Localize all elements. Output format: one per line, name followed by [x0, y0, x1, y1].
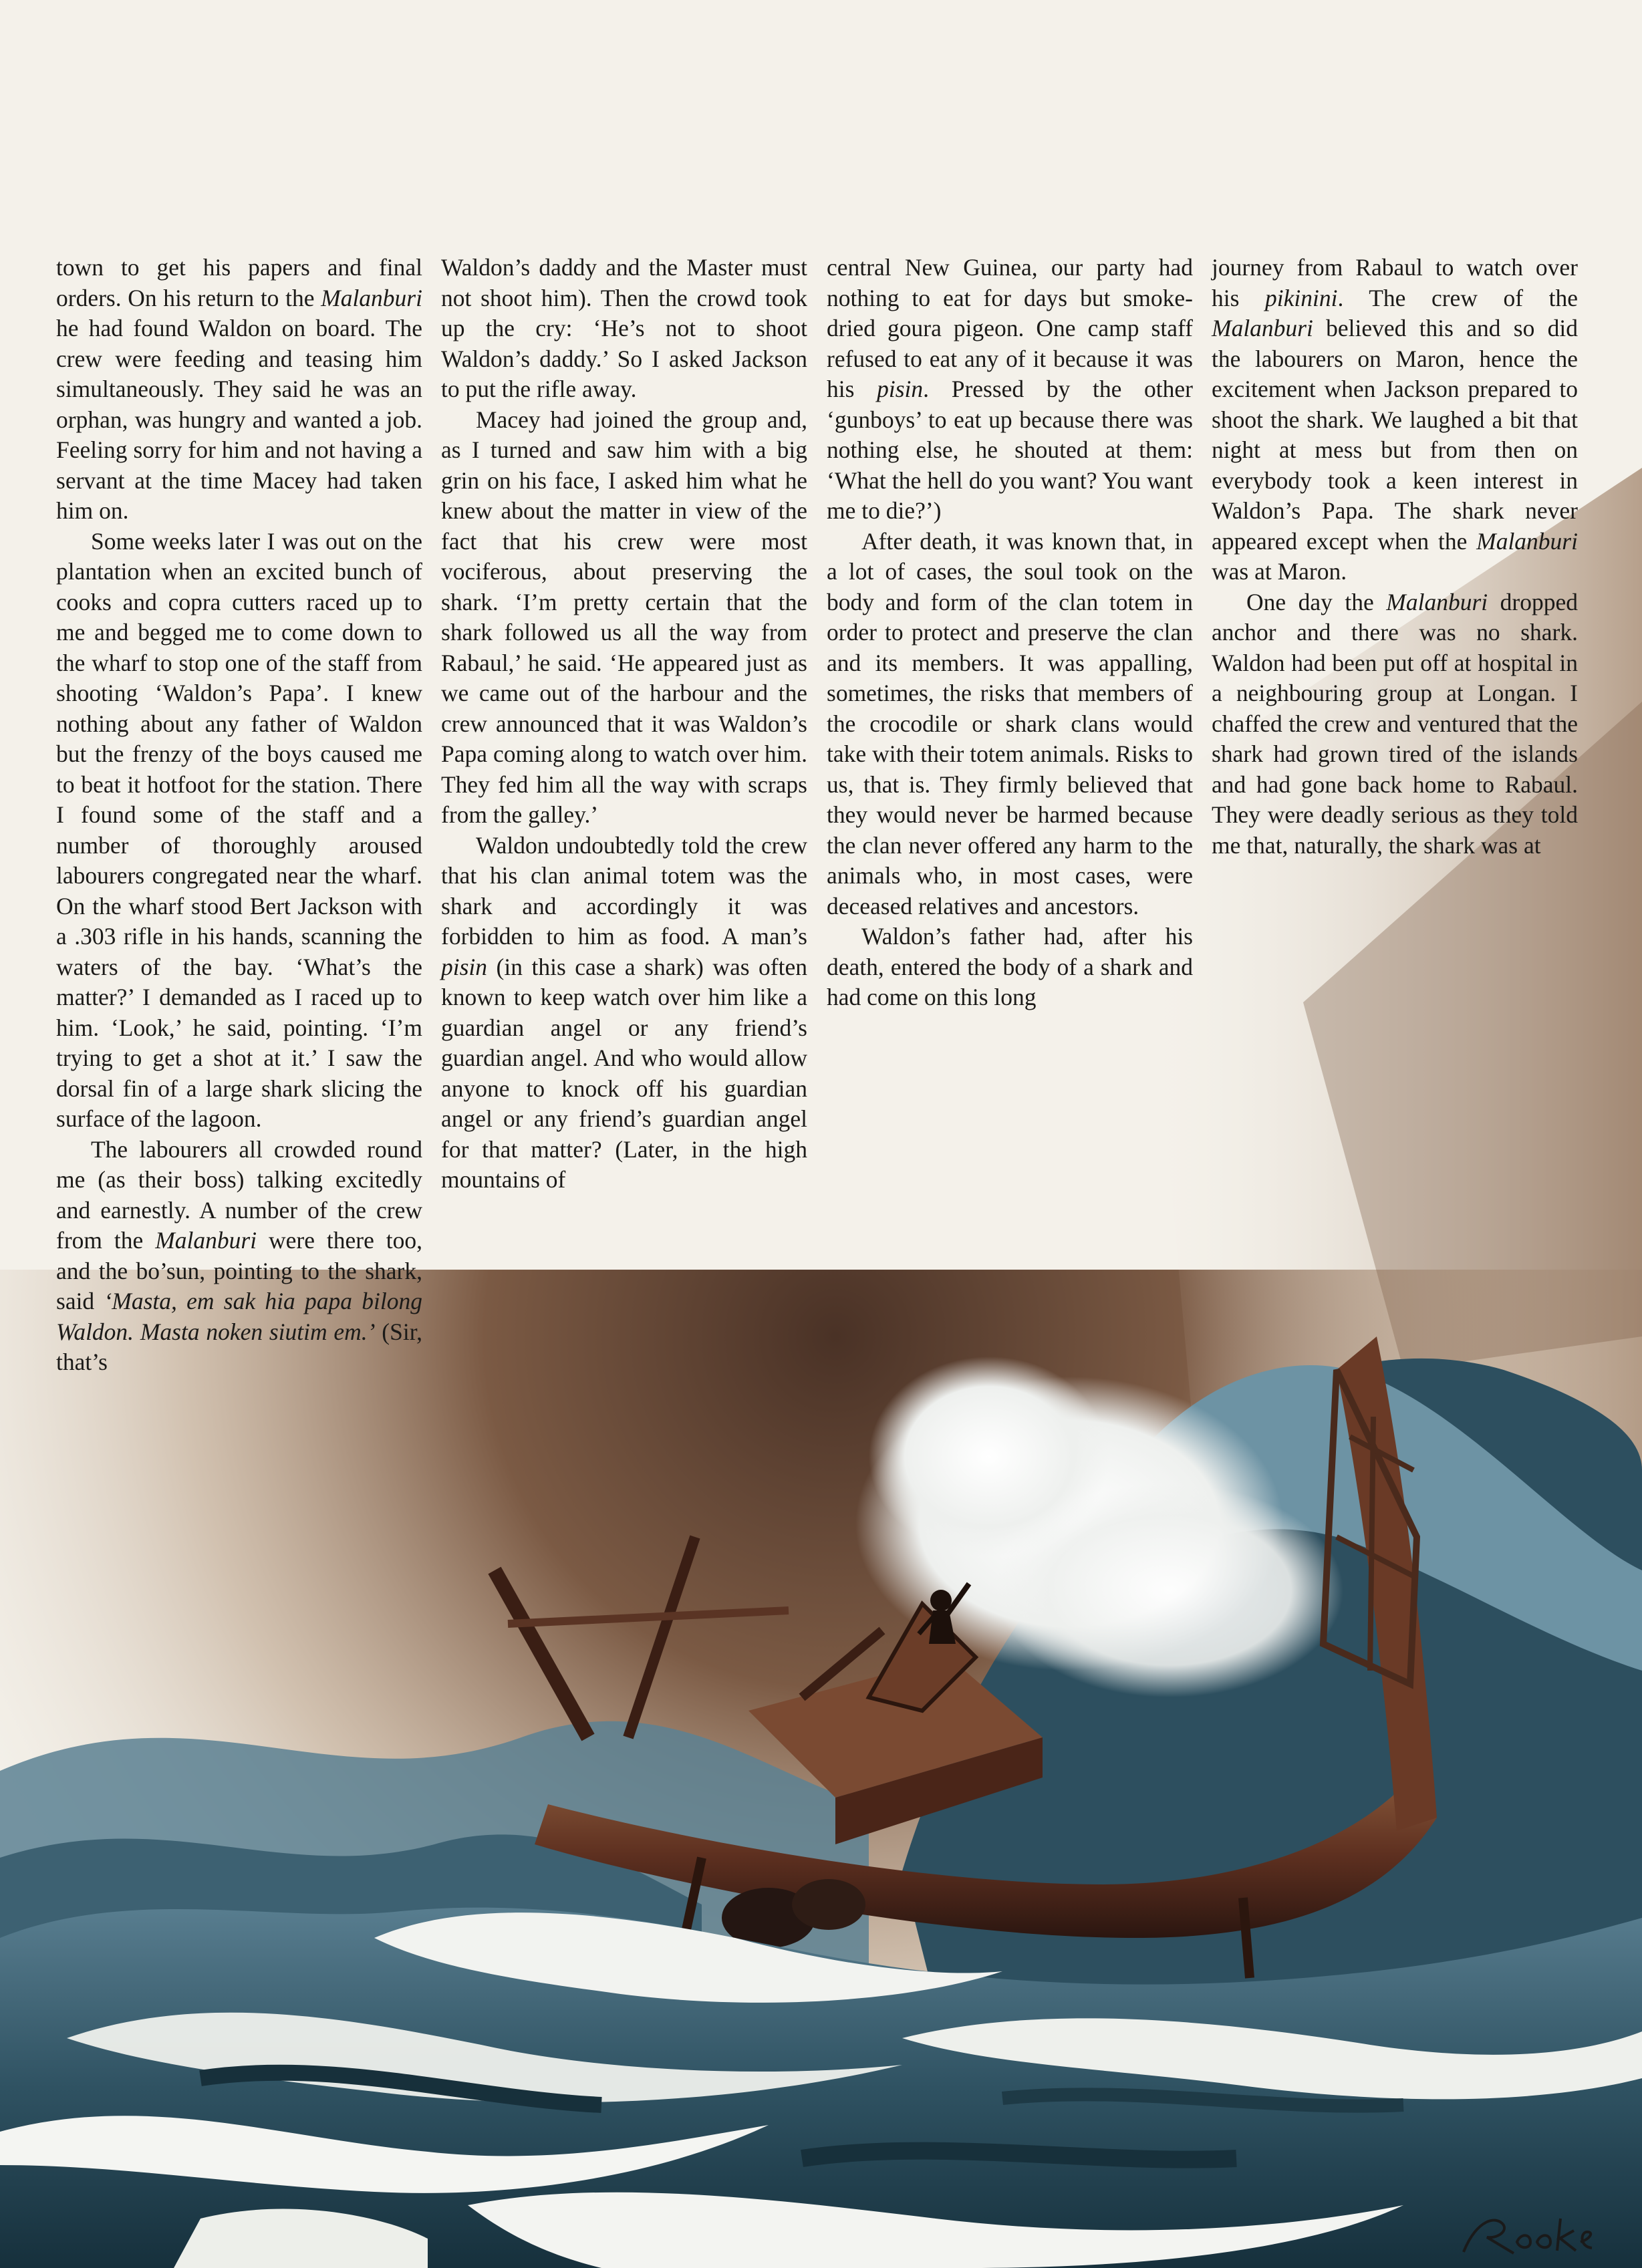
text-run: After death, it was known that, in a lot of cases, the soul took on the body and form of the clan totem in order to protect and preserve the clan and its members. It was appalling, sometimes, the risks that members of the crocodile or shark clans would take with their totem animals. Risks to us, that is. They firmly believed that they would never be harmed because the clan never offered any harm to the animals who, in most cases, were deceased relatives and ancestors.: [827, 527, 1193, 919]
text-run: Macey had joined the group and, as I turned and saw him with a big grin on his face, I asked him what he knew about the matter in view of the fact that his crew were most vociferous, about preserving the shark. ‘I’m pretty certain that the shark followed us all the way from Rabaul,’ he said. ‘He appeared just as we came out of the harbour and the crew announced that it was Waldon’s Papa coming along to watch over him. They fed him all the way with scraps from the galley.’: [441, 406, 807, 828]
paragraph: [56, 253, 422, 527]
italic-text: ‘Masta, em sak hia papa bilong Waldon. Masta noken siutim em.’: [56, 1288, 422, 1345]
text-run: . Pressed by the other ‘gunboys’ to eat up because there was nothing else, he shouted at them: ‘What the hell do you want? You want me to die?’): [827, 376, 1193, 524]
italic-text: Malanburi: [155, 1227, 257, 1254]
text-column-1: [56, 253, 422, 1378]
italic-text: pikinini: [1264, 284, 1338, 311]
paragraph: [441, 253, 807, 405]
italic-text: pisin: [877, 376, 924, 402]
text-run: central New Guinea, our party had nothing to eat for days but smoke-dried goura pigeon. One camp staff refused to eat any of it because it was his: [827, 254, 1193, 402]
text-run: The labourers all crowded round me (as their boss) talking excitedly and earnestly. A number of the crew from the: [56, 1135, 422, 1254]
paragraph: [827, 527, 1193, 922]
text-column-2: [441, 253, 807, 1195]
text-column-4: [1212, 253, 1578, 861]
text-run: Waldon undoubtedly told the crew that his clan animal totem was the shark and accordingly it was forbidden to him as food. A man’s: [441, 831, 807, 950]
paragraph: [1212, 253, 1578, 587]
text-run: (Sir, that’s: [56, 1318, 422, 1375]
italic-text: pisin: [441, 953, 488, 980]
text-run: journey from Rabaul to watch over his: [1212, 254, 1578, 311]
paragraph: [827, 253, 1193, 527]
italic-text: Malanburi: [321, 284, 422, 311]
text-run: Waldon’s daddy and the Master must not shoot him). Then the crowd took up the cry: ‘He’s not to shoot Waldon’s daddy.’ So I asked Jackson to put the rifle away.: [441, 254, 807, 402]
text-run: Waldon’s father had, after his death, entered the body of a shark and had come on this long: [827, 923, 1193, 1010]
text-column-3: [827, 253, 1193, 1013]
paragraph: [441, 405, 807, 831]
text-run: were there too, and the bo’sun, pointing to the shark, said: [56, 1227, 422, 1314]
italic-text: Malanburi: [1212, 315, 1313, 341]
artist-signature: [1450, 2205, 1604, 2259]
text-run: he had found Waldon on board. The crew were feeding and teasing him simultaneously. They said he was an orphan, was hungry and wanted a job. Feeling sorry for him and not having a servant at the time Macey had taken him on.: [56, 315, 422, 524]
text-run: One day the: [1246, 588, 1387, 615]
text-run: . The crew of the: [1337, 284, 1578, 311]
paragraph: [441, 831, 807, 1195]
paragraph: [56, 1135, 422, 1378]
paragraph: [1212, 587, 1578, 861]
text-run: (in this case a shark) was often known to keep watch over him like a guardian angel or any friend’s guardian angel. And who would allow anyone to knock off his guardian angel or any friend’s guardian angel for that matter? (Later, in the high mountains of: [441, 953, 807, 1193]
italic-text: Malanburi: [1476, 527, 1578, 555]
paragraph: [56, 527, 422, 1135]
italic-text: Malanburi: [1386, 588, 1488, 615]
text-run: town to get his papers and final orders. On his return to the: [56, 254, 422, 311]
text-run: believed this and so did the labourers on Maron, hence the excitement when Jackson prepared to shoot the shark. We laughed a bit that night at mess but from then on everybody took a keen interest in Waldon’s Papa. The shark never appeared except when the: [1212, 315, 1578, 555]
paragraph: [827, 922, 1193, 1013]
text-run: dropped anchor and there was no shark. Waldon had been put off at hospital in a neighbouring group at Longan. I chaffed the crew and ventured that the shark had grown tired of the islands and had gone back home to Rabaul. They were deadly serious as they told me that, naturally, the shark was at: [1212, 588, 1578, 859]
text-run: Some weeks later I was out on the plantation when an excited bunch of cooks and copra cutters raced up to me and begged me to come down to the wharf to stop one of the staff from shooting ‘Waldon’s Papa’. I knew nothing about any father of Waldon but the frenzy of the boys caused me to beat it hotfoot for the station. There I found some of the staff and a number of thoroughly aroused labourers congregated near the wharf. On the wharf stood Bert Jackson with a .303 rifle in his hands, scanning the waters of the bay. ‘What’s the matter?’ I demanded as I raced up to him. ‘Look,’ he said, pointing. ‘I’m trying to get a shot at it.’ I saw the dorsal fin of a large shark slicing the surface of the lagoon.: [56, 527, 422, 1132]
text-run: was at Maron.: [1212, 558, 1347, 585]
